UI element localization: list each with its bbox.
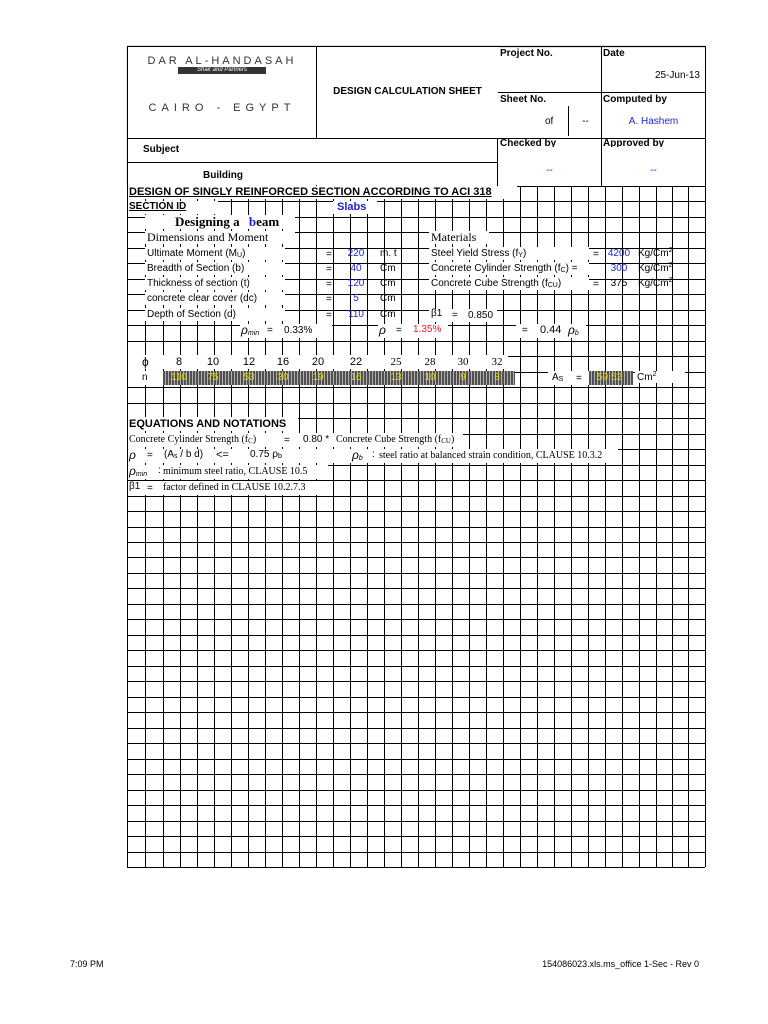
- dim-row-label: Depth of Section (d): [147, 309, 236, 320]
- beta1-value: 0.850: [468, 310, 494, 321]
- date-label: Date: [603, 48, 625, 59]
- rho-min-symbol: ρmin: [241, 323, 260, 337]
- dims-heading: Dimensions and Moment: [147, 230, 269, 244]
- subject-value: Building: [203, 170, 243, 181]
- dim-row-unit: Cm: [380, 278, 396, 289]
- subject-value-row: [128, 163, 497, 185]
- eq-cyl-factor: 0.80 *: [303, 434, 330, 445]
- as-label: AS: [552, 372, 564, 383]
- dim-row-label: Breadth of Section (b): [147, 263, 245, 274]
- eq-rhomin-colon: :: [158, 465, 161, 476]
- rho-min-value: 0.33%: [284, 325, 313, 336]
- dim-row-unit: m. t: [380, 248, 397, 259]
- sheet-title: DESIGN CALCULATION SHEET: [333, 86, 482, 97]
- beta1-equals: =: [452, 310, 458, 321]
- company-name: DAR AL-HANDASAH: [147, 55, 297, 67]
- eq-rhomin-symbol: ρmin: [129, 464, 148, 478]
- bar-diameter: 20: [311, 356, 325, 368]
- rho-symbol: ρ: [379, 323, 386, 337]
- bar-diameter: 22: [349, 356, 363, 368]
- eq-le: <=: [216, 449, 229, 461]
- subject-label: Subject: [143, 144, 180, 155]
- eq-cyl-equals: =: [284, 435, 290, 446]
- bar-count: 110: [171, 372, 187, 383]
- material-row-unit: Kg/Cm$^2$: [638, 277, 673, 289]
- bar-count: 16: [350, 372, 362, 383]
- bar-diameter: 12: [242, 356, 256, 368]
- rho-equals: =: [396, 325, 402, 336]
- dim-row-equals: =: [326, 249, 332, 260]
- bar-diameter: 28: [424, 356, 436, 368]
- designing-title-c: eam: [256, 214, 280, 229]
- bar-diameter: 16: [276, 356, 290, 368]
- eq-rho-equals: =: [147, 450, 153, 461]
- rho-min-equals: =: [267, 325, 273, 336]
- dim-row-value: 110: [348, 309, 364, 320]
- section-id-value: Slabs: [337, 201, 367, 213]
- dim-row-value: 5: [353, 293, 359, 304]
- checked-by-label: Checked by: [500, 139, 557, 147]
- eq-rhob-symbol: ρb: [352, 448, 363, 462]
- material-row-equals: =: [593, 249, 599, 260]
- bar-count: 8: [494, 372, 500, 383]
- footer-time: 7:09 PM: [70, 959, 104, 969]
- as-unit: Cm$^2$: [637, 371, 657, 383]
- company-subtitle: Shair and Partners: [178, 67, 266, 74]
- dim-row-equals: =: [326, 264, 332, 275]
- dim-row-value: 40: [350, 263, 362, 274]
- company-city: CAIRO - EGYPT: [148, 102, 296, 114]
- rho-b-equals: =: [522, 325, 528, 336]
- checked-by-value: --: [546, 165, 553, 176]
- rho-value: 1.35%: [413, 324, 442, 335]
- bar-diameter: 30: [457, 356, 469, 368]
- computed-by-value: A. Hashem: [628, 116, 679, 127]
- bar-count: 9: [460, 372, 466, 383]
- eq-rho-symbol: ρ: [129, 448, 136, 462]
- eq-rho-max: 0.75 ρb: [250, 449, 282, 460]
- eq-rhomin-desc: minimum steel ratio, CLAUSE 10.5: [163, 466, 308, 477]
- design-heading: DESIGN OF SINGLY REINFORCED SECTION ACCORDING TO ACI 318: [129, 186, 492, 198]
- date-value: 25-Jun-13: [654, 70, 700, 81]
- bar-diameter: 8: [175, 356, 183, 368]
- project-no-cell: [498, 60, 601, 92]
- material-row-label: Steel Yield Stress (fY): [431, 248, 527, 259]
- eq-rhob-desc: steel ratio at balanced strain condition, CLAUSE 10.3.2: [379, 450, 603, 461]
- approved-by-label: Approved by: [603, 139, 665, 147]
- dim-row-equals: =: [326, 294, 332, 305]
- of-divider: [568, 106, 569, 136]
- footer-file: 154086023.xls.ms_office 1-Sec - Rev 0: [542, 959, 699, 969]
- material-row-value: 300: [610, 263, 628, 274]
- as-value: 59.52: [597, 372, 623, 383]
- designing-title: [175, 215, 279, 228]
- beta1-label: β1: [431, 308, 443, 319]
- dim-row-equals: =: [326, 279, 332, 290]
- approved-by-value: --: [650, 165, 657, 176]
- material-row-label: Concrete Cylinder Strength (fC) =: [431, 263, 578, 274]
- bar-diameter: 25: [390, 356, 402, 368]
- of-value: --: [582, 116, 589, 127]
- bar-count: 10: [424, 372, 436, 383]
- designing-title-b: b: [248, 214, 257, 229]
- subject-row: [128, 139, 497, 162]
- computed-by-label: Computed by: [603, 94, 667, 105]
- section-id-label: SECTION ID: [129, 201, 187, 212]
- eq-beta-desc: factor defined in CLAUSE 10.2.7.3: [163, 482, 306, 493]
- material-row-value: 375: [610, 278, 628, 289]
- phi-label: ϕ: [142, 355, 149, 369]
- eq-rho-def: (As / b d): [164, 449, 204, 460]
- material-row-unit: Kg/Cm$^2$: [638, 247, 673, 259]
- bar-diameter: 10: [206, 356, 220, 368]
- eq-beta-equals: =: [147, 483, 153, 494]
- bar-count: 19: [312, 372, 324, 383]
- eq-cyl-label: Concrete Cylinder Strength (fC): [129, 434, 257, 445]
- bar-count: 53: [243, 372, 255, 383]
- of-label: of: [545, 116, 554, 127]
- dim-row-label: concrete clear cover (dc): [147, 293, 258, 304]
- material-row-label: Concrete Cube Strength (fCU): [431, 278, 562, 289]
- dim-row-label: Thickness of section (t): [147, 278, 250, 289]
- dim-row-value: 120: [347, 278, 365, 289]
- eq-beta-symbol: β1: [129, 481, 141, 492]
- bar-diameter: 32: [491, 356, 503, 368]
- material-row-value: 4200: [607, 248, 631, 259]
- n-label: n: [142, 372, 148, 383]
- dim-row-equals: =: [326, 310, 332, 321]
- sheet-no-label: Sheet No.: [500, 94, 547, 105]
- dim-row-unit: Cm: [380, 263, 396, 274]
- dim-row-unit: Cm: [380, 309, 396, 320]
- equations-heading: EQUATIONS AND NOTATIONS: [129, 418, 287, 430]
- dim-row-value: 220: [347, 248, 365, 259]
- materials-heading: Materials: [431, 230, 477, 244]
- rho-b-symbol: ρb: [568, 323, 579, 337]
- material-row-equals: =: [593, 279, 599, 290]
- bar-count: 75: [207, 372, 219, 383]
- eq-rhob-colon: :: [372, 449, 375, 460]
- eq-cube-label: Concrete Cube Strength (fCU): [336, 434, 455, 445]
- dim-row-unit: Cm: [380, 293, 396, 304]
- rho-b-factor: 0.44: [540, 324, 562, 336]
- as-equals: =: [576, 373, 582, 384]
- dim-row-label: Ultimate Moment (MU): [147, 248, 246, 259]
- project-no-label: Project No.: [500, 48, 553, 59]
- designing-title-a: Designing a: [175, 214, 240, 229]
- bar-count: 30: [277, 372, 289, 383]
- bar-count: 13: [390, 372, 402, 383]
- material-row-unit: Kg/Cm$^2$: [638, 262, 673, 274]
